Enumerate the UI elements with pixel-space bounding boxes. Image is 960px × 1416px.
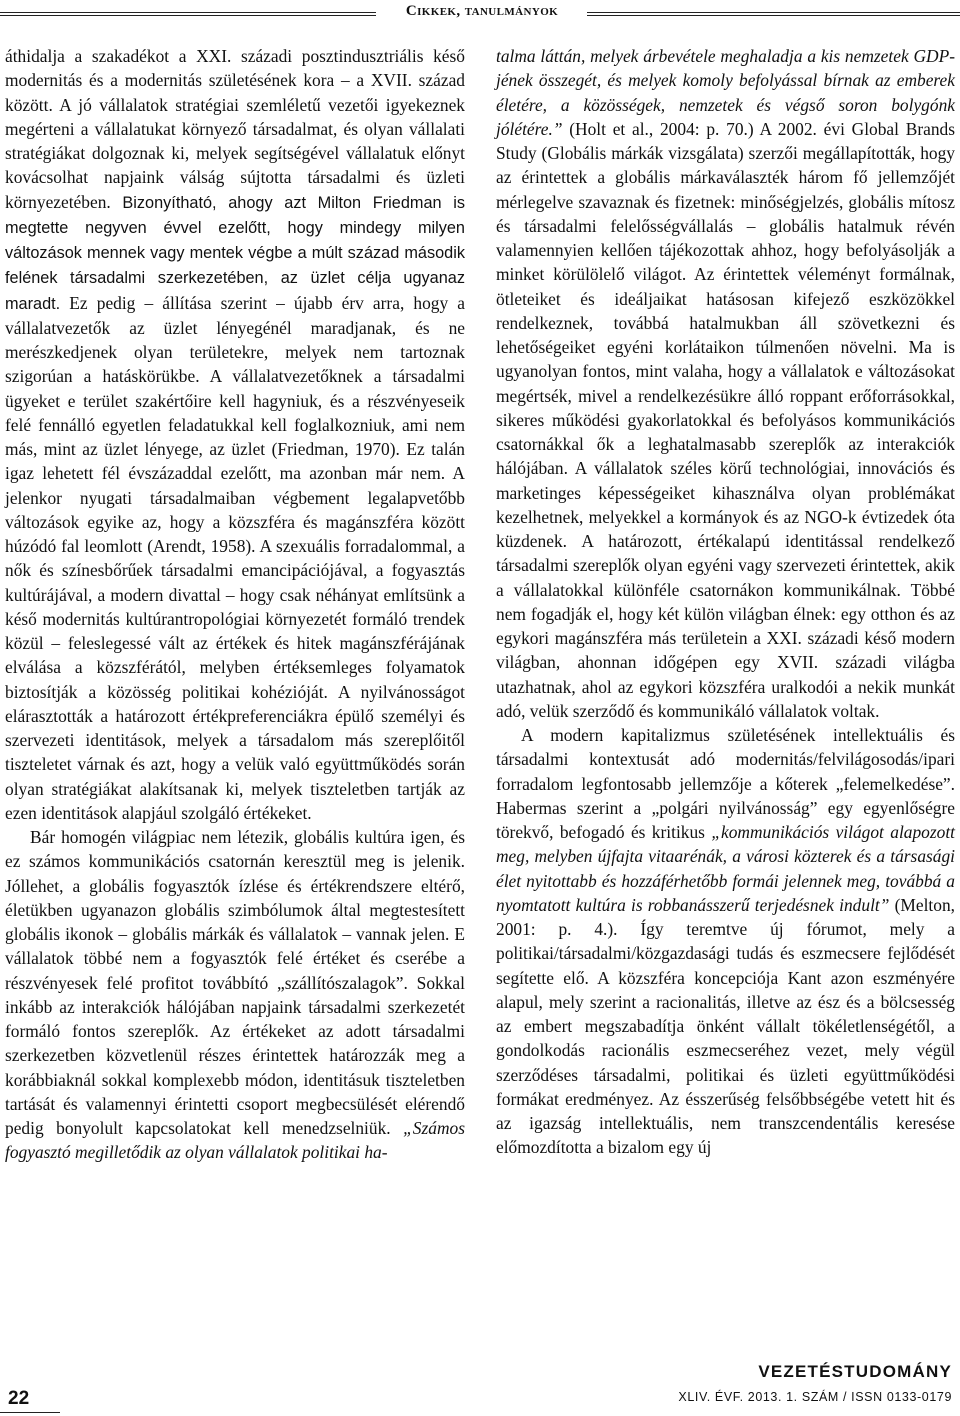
text-run: Ez pedig – állítása szerint – újabb érv arra, hogy a vállalatvezetők az üzlet lényegénél maradjanak, és ne merészkedjenek olyan területekre, melyek nem tartoznak szigorúan a hatáskörükbe. A vállalatvezetőknek a társadalmi ügyeket e terület szakértőire kell hagyniuk, és a részvényeseik felé fennálló egyetlen feladatukkal kell foglalkozniuk, ami nem más, mint az üzlet lényege, az üzlet (Friedman, 1970). Ez talán igaz lehetett fél évszázaddal ezelőtt, ma azonban már nem. A jelenkor nyugati társadalmaiban végbement legalapvetőbb változások egyike az, hogy a közszféra és magánszféra között húzódó fal leomlott (Arendt, 1958). A szexuális forradalommal, a nők és színesbőrűek társadalmi emancipációjával, a fogyasztás kultúrájával, a modern divattal – hogy csak néhányat említsünk a késő modernitás kultúrantropológiai környezetét formáló trendek közül – feleslegessé vált az értékek és hitek magánszférájának elválása a közszférától, melyben értéksemleges folyamatok biztosítják a közösség politikai kohézióját. A nyilvánosságot elárasztották a határozott értékpreferenciákra épülő személyi és szervezeti identitások, melyek a társadalom más szereplőitől tiszteletet várnak és azt, hogy a velük való együttműködés során olyan stratégiákat alakítsanak ki, melyek tiszteletben tartják az ezen identitások alapjául szolgáló értékeket. xyxy=(5,292,465,823)
text-run: A modern kapitalizmus születésének intellektuális és társadalmi kontextusát adó modernitás/felvilágosodás/ipari forradalom legfontosabb jellemzője a kőterek „felemelkedése”. Habermas szerint a „polgári nyilvánosság” egy egyenlőségre törekvő, befogadó és kritikus xyxy=(496,725,955,842)
text-run: (Holt et al., 2004: p. 70.) A 2002. évi Global Brands Study (Globális márkák vizsgálata) szerzői megállapították, hogy az érintettek a globális márkaválaszték három fő jellemzőjét mérlegelve szavaznak és fizetnek: minőségjelzés, globális mítosz és társadalmi felelősségvállalás – globális hatalmuk révén valamennyien kellően tájékozottak ahhoz, hogy befolyásolják a minket körülölelő világot. Az érintettek véleményt formálnak, ötleteiket és ideáljaikat hatásosan kifejező eszközökkel rendelkeznek, továbbá hatalmukban áll szövetkezni és lehetőségeiket egyéni korlátaikon túlmenően növelni. Ma is ugyanolyan fontos, mint valaha, hogy a vállalatok e változásokat megértsék, mivel a rendelkezésükre álló roppant erőforrásokkal, sikeres működési gyakorlatokkal és befolyásos kommunikációs csatornákkal ők a leghatalmasabb szereplők az interakciók hálójában. A vállalatok széles körű technológiai, innovációs és marketinges képességeiket kihasználva olyan problémákat kezelhetnek, melyekkel a kormányok és az NGO-k évtizedek óta küzdenek. A határozott, értékalapú identitással rendelkező társadalmi szereplők olyan egyéni vagy szervezeti érintettek, akik a vállalatokkal különféle csatornákon kommunikálnak. Többé nem fogadják el, hogy két külön világban élnek: egy otthon és az egykori magánszféra más területein a XXI. századi késő modern világban, ahonnan időgépen egy XVII. századi világba utazhatnak, ahol az egykori közszféra uralkodói a nekik munkát adó, velük szerződő és kommunikáló vállalatok voltak. xyxy=(496,118,955,721)
right-column xyxy=(496,44,955,1160)
quote-run: „kommunikációs világot alapozott meg, melyben újfajta vitaarénák, a városi közterek és a társasági élet nyitottabb és hozzáférhetőbb formái jelennek meg, továbbá a nyomtatott kultúra is robbanásszerű terjedésnek indult” xyxy=(496,822,955,915)
right-paragraph-2 xyxy=(496,723,955,1160)
page-number: 22 xyxy=(8,1388,30,1409)
text-run: Bár homogén világpiac nem létezik, globális kultúra igen, és ez számos kommunikációs csatornán keresztül meg is jelenik. Jóllehet, a globális fogyasztók ízlése és értékrendszere eltérő, életükben ugyanazon globális szimbólumok által megtestesített globális ikonok – globális márkák és vállalatok – vannak jelen. E vállalatok többé nem a fogyasztók felé értéket és cserébe a részvényesek felé profitot továbbító „szállítószalagok”. Sokkal inkább az interakciók hálójában napjaink társadalmi szerkezetét formáló fontos szereplők. Az értékeket az adott társadalmi szerkezetben közvetlenül részes érintettek határozzák meg a korábbiaknál sokkal komplexebb módon, identitásuk tiszteletben tartását és valamennyi érintetti csoport megbecsülését elérendő pedig bonyolult kapcsolatokat kell menedzselniük. xyxy=(5,827,465,1138)
journal-title: VEZETÉSTUDOMÁNY xyxy=(758,1362,952,1381)
text-run: (Melton, 2001: p. 4.). Így teremtve új fórumot, mely a politikai/társadalmi/közgazdasági tudás és eszmecsere fejlődését segítette elő. A közszféra koncepciója Kant azon eszményére alapul, mely szerint a racionalitás, illetve az ész és a bölcsesség az embert megszabadítja önként vállalt tökéletlenségétől, a gondolkodás racionális eszmecseréhez vezet, mely végül szerződéses társadalmi, politikai és üzleti együttműködési formákat eredményez. Az ésszerűség felsőbbségébe vetett hit és az igazság intellektuális, nem transzcendentális keresése előmozdította a bizalom egy új xyxy=(496,894,955,1158)
section-title: Cikkek, tanulmányok xyxy=(405,3,559,19)
quote-run: „Számos fogyasztó megilletődik az olyan vállalatok politikai ha- xyxy=(5,1118,465,1163)
text-run: áthidalja a szakadékot a XXI. századi posztindusztriális késő modernitás és a modernitás születésének kora – a XVII. század között. A jó vállalatok stratégiai szemléletű vezetői igyekeznek megérteni a vállalatukat környező társadalmat, és olyan vállalati stratégiákat dolgoznak ki, melyek segítségével vállalatuk előnyt kovácsolhat napjaink válság sújtotta társadalmi és üzleti környezetében. xyxy=(5,46,465,212)
right-paragraph-1 xyxy=(496,44,955,723)
left-column xyxy=(5,44,465,1165)
header-rule-left xyxy=(0,12,376,16)
left-paragraph-1 xyxy=(5,44,465,825)
issue-info: XLIV. ÉVF. 2013. 1. SZÁM / ISSN 0133-0179 xyxy=(678,1390,952,1404)
quote-run: talma láttán, melyek árbevétele meghaladja a kis nemzetek GDP-jének összegét, és melyek komoly befolyással bírnak az emberek életére, a közösségek, nemzetek és végső soron bolygónk jólétére.” xyxy=(496,46,955,139)
text-run-sans: Bizonyítható, ahogy azt Milton Friedman is megtette negyven évvel ezelőtt, hogy mindegy milyen változások mennek vagy mentek végbe a múlt század második felének társadalmi szerkezetében, az üzlet célja ugyanaz maradt. xyxy=(5,193,465,313)
left-paragraph-2 xyxy=(5,825,465,1165)
page-number-rule xyxy=(0,1412,60,1413)
header-rule-right xyxy=(587,12,960,16)
